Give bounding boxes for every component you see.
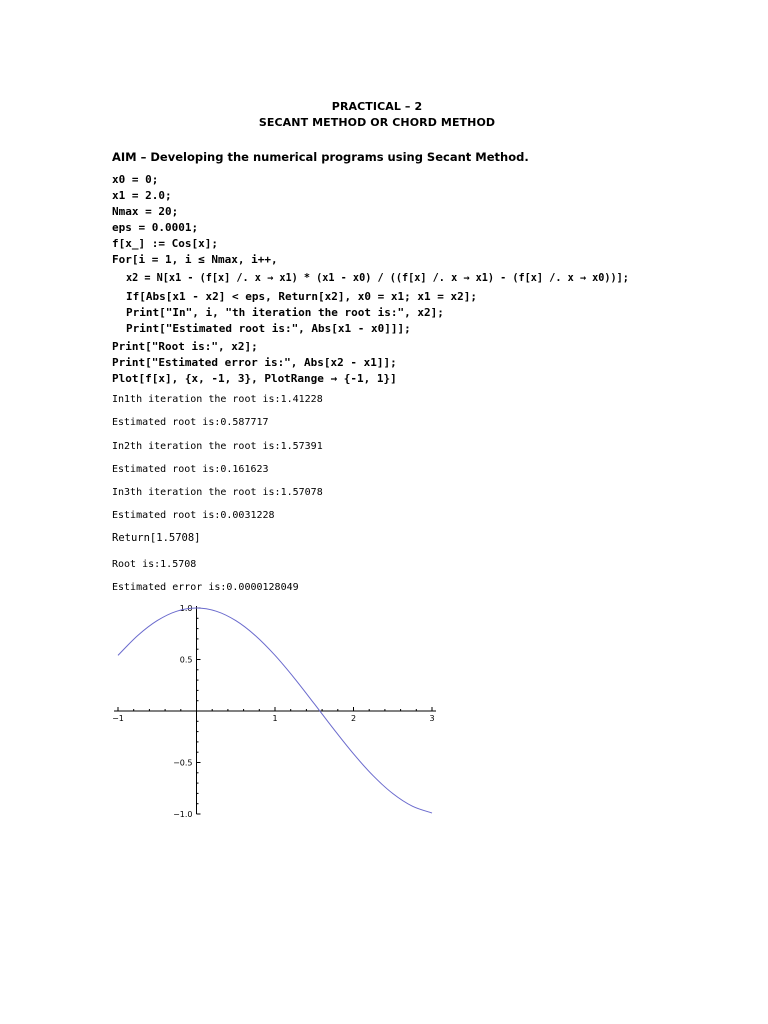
cosine-plot: [100, 598, 450, 824]
code-line: Plot[f[x], {x, -1, 3}, PlotRange → {-1, 1}]: [112, 372, 397, 385]
output-line: Estimated root is:0.587717: [112, 417, 269, 428]
code-line: Print["In", i, "th iteration the root is:", x2];: [126, 306, 444, 319]
code-line: x1 = 2.0;: [112, 189, 172, 202]
code-line: eps = 0.0001;: [112, 221, 199, 234]
code-line: For[i = 1, i ≤ Nmax, i++,: [112, 253, 278, 266]
x-tick-label: 1: [272, 714, 278, 723]
code-line: x0 = 0;: [112, 173, 159, 186]
x-tick-label: −1: [112, 714, 124, 723]
y-tick-label: 0.5: [179, 655, 193, 665]
output-line: Estimated error is:0.0000128049: [112, 582, 299, 593]
output-line: In2th iteration the root is:1.57391: [112, 441, 323, 452]
output-line: Estimated root is:0.0031228: [112, 510, 275, 521]
return-output: Return[1.5708]: [112, 532, 201, 544]
code-line: Print["Estimated root is:", Abs[x1 - x0]]];: [126, 322, 411, 335]
x-tick-label: 3: [429, 714, 435, 723]
code-line: f[x_] := Cos[x];: [112, 237, 218, 250]
output-line: Estimated root is:0.161623: [112, 464, 269, 475]
y-tick-label: 1.0: [179, 604, 193, 613]
output-line: Root is:1.5708: [112, 559, 197, 570]
code-line: Print["Estimated error is:", Abs[x2 - x1]];: [112, 356, 397, 369]
page-title: PRACTICAL – 2: [331, 100, 423, 113]
code-line: Print["Root is:", x2];: [112, 340, 258, 353]
output-line: In1th iteration the root is:1.41228: [112, 394, 323, 405]
y-tick-label: −0.5: [173, 758, 193, 768]
y-tick-label: −1.0: [173, 810, 193, 819]
aim-statement: AIM – Developing the numerical programs using Secant Method.: [112, 150, 529, 164]
output-line: In3th iteration the root is:1.57078: [112, 487, 323, 498]
code-line: Nmax = 20;: [112, 205, 179, 218]
x-tick-label: 2: [350, 714, 357, 723]
code-line: x2 = N[x1 - (f[x] /. x → x1) * (x1 - x0) / ((f[x] /. x → x1) - (f[x] /. x → x0))];: [126, 273, 629, 284]
page-subtitle: SECANT METHOD OR CHORD METHOD: [258, 116, 496, 129]
code-line: If[Abs[x1 - x2] < eps, Return[x2], x0 = x1; x1 = x2];: [126, 290, 477, 303]
